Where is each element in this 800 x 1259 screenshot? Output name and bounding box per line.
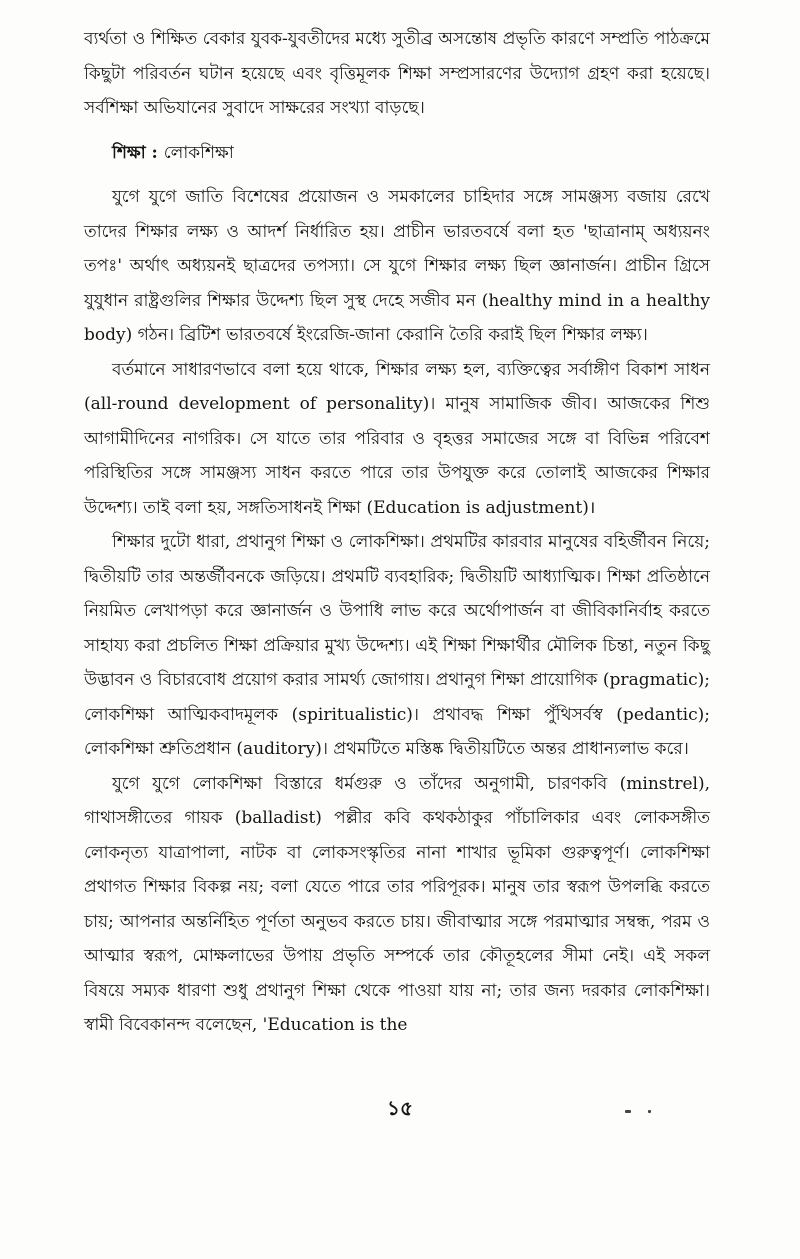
- print-speck: [648, 1110, 651, 1113]
- paragraph-aims-history: যুগে যুগে জাতি বিশেষের প্রয়োজন ও সমকালের চাহিদার সঙ্গে সামঞ্জস্য বজায় রেখে তাদের শিক্ষার লক্ষ্য ও আদর্শ নির্ধারিত হয়। প্রাচীন ভারতবর্ষে বলা হত 'ছাত্রানাম্ অধ্যয়নং তপঃ' অর্থাৎ অধ্যয়নই ছাত্রদের তপস্যা। সে যুগে শিক্ষার লক্ষ্য ছিল জ্ঞানার্জন। প্রাচীন গ্রিসে যুযুধান রাষ্ট্রগুলির শিক্ষার উদ্দেশ্য ছিল সুস্থ দেহে সজীব মন (healthy mind in a healthy body) গঠন। ব্রিটিশ ভারতবর্ষে ইংরেজি-জানা কেরানি তৈরি করাই ছিল শিক্ষার লক্ষ্য।: [84, 187, 710, 345]
- print-speck: [625, 1110, 631, 1113]
- section-heading-sub: লোকশিক্ষা: [163, 142, 234, 163]
- page-body: [84, 22, 710, 1043]
- paragraph-folk-education: যুগে যুগে লোকশিক্ষা বিস্তারে ধর্মগুরু ও তাঁদের অনুগামী, চারণকবি (minstrel), গাথাসঙ্গীতের গায়ক (balladist) পল্লীর কবি কথকঠাকুর পাঁচালিকার এবং লোকসঙ্গীত লোকনৃত্য যাত্রাপালা, নাটক বা লোকসংস্কৃতির নানা শাখার ভূমিকা গুরুত্বপূর্ণ। লোকশিক্ষা প্রথাগত শিক্ষার বিকল্প নয়; বলা যেতে পারে তার পরিপূরক। মানুষ তার স্বরূপ উপলব্ধি করতে চায়; আপনার অন্তর্নিহিত পূর্ণতা অনুভব করতে চায়। জীবাত্মার সঙ্গে পরমাত্মার সম্বন্ধ, পরম ও আত্মার স্বরূপ, মোক্ষলাভের উপায় প্রভৃতি সম্পর্কে তার কৌতূহলের সীমা নেই। এই সকল বিষয়ে সম্যক ধারণা শুধু প্রথানুগ শিক্ষা থেকে পাওয়া যায় না; তার জন্য দরকার লোকশিক্ষা। স্বামী বিবেকানন্দ বলেছেন, 'Education is the: [84, 773, 710, 1035]
- page-number: ১৫: [387, 1096, 413, 1120]
- paragraph-continued: ব্যর্থতা ও শিক্ষিত বেকার যুবক-যুবতীদের মধ্যে সুতীব্র অসন্তোষ প্রভৃতি কারণে সম্প্রতি পাঠক্রমে কিছুটা পরিবর্তন ঘটান হয়েছে এবং বৃত্তিমূলক শিক্ষা সম্প্রসারণের উদ্যোগ গ্রহণ করা হয়েছে। সর্বশিক্ষা অভিযানের সুবাদে সাক্ষরের সংখ্যা বাড়ছে।: [84, 29, 710, 118]
- paragraph-aims-present: বর্তমানে সাধারণভাবে বলা হয়ে থাকে, শিক্ষার লক্ষ্য হল, ব্যক্তিত্বের সর্বাঙ্গীণ বিকাশ সাধন (all-round development of personality)। মানুষ সামাজিক জীব। আজকের শিশু আগামীদিনের নাগরিক। সে যাতে তার পরিবার ও বৃহত্তর সমাজের সঙ্গে বা বিভিন্ন পরিবেশ পরিস্থিতির সঙ্গে সামঞ্জস্য সাধন করতে পারে তার উপযুক্ত করে তোলাই আজকের শিক্ষার উদ্দেশ্য। তাই বলা হয়, সঙ্গতিসাধনই শিক্ষা (Education is adjustment)।: [84, 359, 710, 518]
- section-heading-separator: :: [145, 142, 164, 163]
- section-heading-main: শিক্ষা: [112, 142, 146, 163]
- section-heading: [84, 136, 710, 171]
- paragraph-two-streams: শিক্ষার দুটো ধারা, প্রথানুগ শিক্ষা ও লোকশিক্ষা। প্রথমটির কারবার মানুষের বহির্জীবন নিয়ে; দ্বিতীয়টি তার অন্তর্জীবনকে জড়িয়ে। প্রথমটি ব্যবহারিক; দ্বিতীয়টি আধ্যাত্মিক। শিক্ষা প্রতিষ্ঠানে নিয়মিত লেখাপড়া করে জ্ঞানার্জন ও উপাধি লাভ করে অর্থোপার্জন বা জীবিকানির্বাহ করতে সাহায্য করা প্রচলিত শিক্ষা প্রক্রিয়ার মুখ্য উদ্দেশ্য। এই শিক্ষা শিক্ষার্থীর মৌলিক চিন্তা, নতুন কিছু উদ্ভাবন ও বিচারবোধ প্রয়োগ করার সামর্থ্য জোগায়। প্রথানুগ শিক্ষা প্রায়োগিক (pragmatic); লোকশিক্ষা আত্মিকবাদমূলক (spiritualistic)। প্রথাবদ্ধ শিক্ষা পুঁথিসর্বস্ব (pedantic); লোকশিক্ষা শ্রুতিপ্রধান (auditory)। প্রথমটিতে মস্তিষ্ক দ্বিতীয়টিতে অন্তর প্রাধান্যলাভ করে।: [84, 532, 710, 759]
